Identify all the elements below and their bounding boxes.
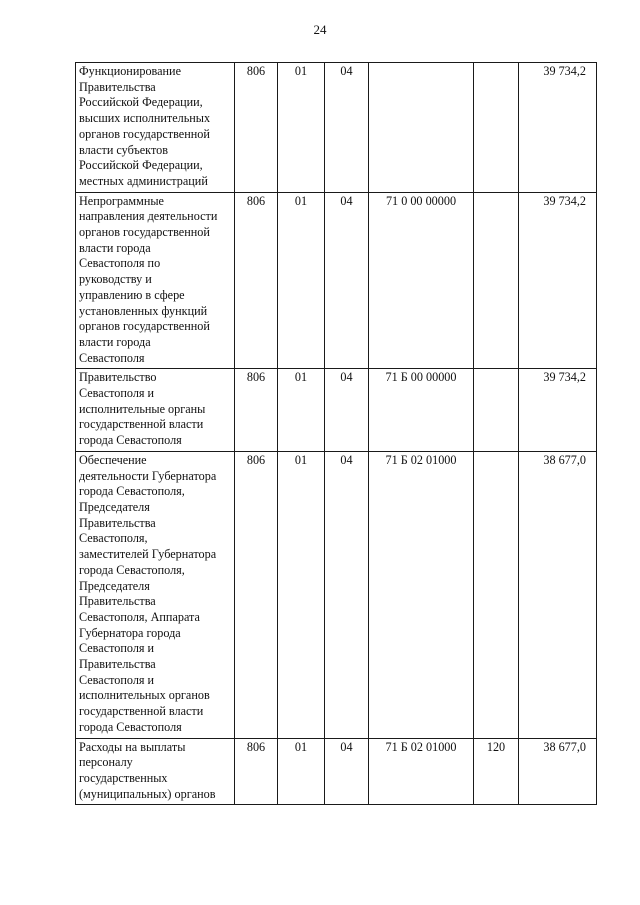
budget-table — [75, 62, 597, 805]
target-article-cell — [369, 63, 474, 193]
section-cell: 01 — [278, 369, 325, 452]
amount-cell: 38 677,0 — [519, 738, 597, 805]
amount-cell: 39 734,2 — [519, 63, 597, 193]
department-code-cell: 806 — [235, 63, 278, 193]
target-article-cell: 71 Б 02 01000 — [369, 451, 474, 738]
table-row — [76, 63, 597, 193]
item-name-cell: Непрограммные направления деятельности органов государственной власти города Севастополя по руководству и управлению в сфере установленных функций органов государственной власти города Севастополя — [76, 192, 235, 369]
department-code-cell: 806 — [235, 451, 278, 738]
department-code-cell: 806 — [235, 738, 278, 805]
item-name-cell: Обеспечение деятельности Губернатора города Севастополя, Председателя Правительства Севастополя, заместителей Губернатора города Севастополя, Председателя Правительства Севастополя, Аппарата Губернатора города Севастополя и Правительства Севастополя и исполнительных органов государственной власти города Севастополя — [76, 451, 235, 738]
expense-type-cell — [474, 451, 519, 738]
table-row — [76, 192, 597, 369]
target-article-cell: 71 0 00 00000 — [369, 192, 474, 369]
subsection-cell: 04 — [325, 192, 369, 369]
table-row — [76, 451, 597, 738]
expense-type-cell: 120 — [474, 738, 519, 805]
department-code-cell: 806 — [235, 369, 278, 452]
expense-type-cell — [474, 192, 519, 369]
expense-type-cell — [474, 369, 519, 452]
page-number: 24 — [313, 22, 327, 37]
subsection-cell: 04 — [325, 738, 369, 805]
section-cell: 01 — [278, 192, 325, 369]
expense-type-cell — [474, 63, 519, 193]
department-code-cell: 806 — [235, 192, 278, 369]
target-article-cell: 71 Б 02 01000 — [369, 738, 474, 805]
subsection-cell: 04 — [325, 63, 369, 193]
amount-cell: 38 677,0 — [519, 451, 597, 738]
subsection-cell: 04 — [325, 451, 369, 738]
section-cell: 01 — [278, 738, 325, 805]
amount-cell: 39 734,2 — [519, 369, 597, 452]
amount-cell: 39 734,2 — [519, 192, 597, 369]
section-cell: 01 — [278, 63, 325, 193]
section-cell: 01 — [278, 451, 325, 738]
item-name-cell: Расходы на выплаты персоналу государственных (муниципальных) органов — [76, 738, 235, 805]
target-article-cell: 71 Б 00 00000 — [369, 369, 474, 452]
subsection-cell: 04 — [325, 369, 369, 452]
item-name-cell: Правительство Севастополя и исполнительные органы государственной власти города Севастополя — [76, 369, 235, 452]
item-name-cell: Функционирование Правительства Российской Федерации, высших исполнительных органов государственной власти субъектов Российской Федерации, местных администраций — [76, 63, 235, 193]
table-row — [76, 738, 597, 805]
table-row — [76, 369, 597, 452]
